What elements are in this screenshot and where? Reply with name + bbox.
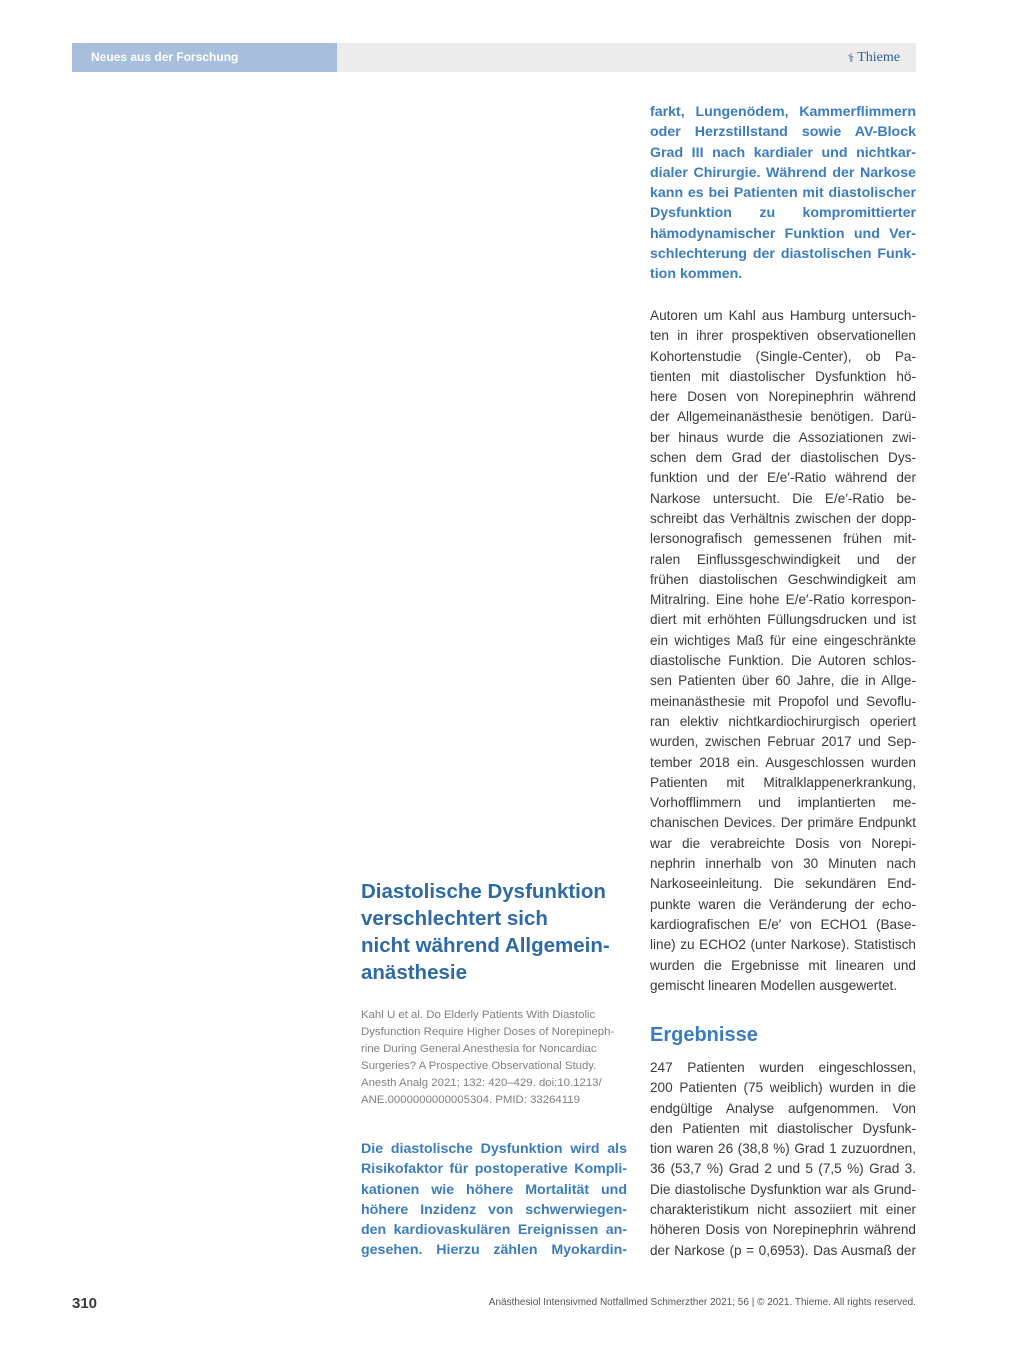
results-heading: Ergebnisse	[650, 1024, 758, 1046]
lead-line: tion kommen.	[650, 266, 743, 283]
lead-line: kationen wie höhere Mortalität und	[361, 1181, 627, 1198]
lead-line: höhere Inzidenz von schwerwiegen-	[361, 1201, 627, 1218]
body-line: funktion und der E/e′-Ratio während der	[650, 470, 916, 486]
lead-paragraph-continued	[650, 102, 916, 285]
body-line: gemischt linearen Modellen ausgewertet.	[650, 977, 898, 993]
lead-line: hämodynamischer Funktion und Ver-	[650, 225, 916, 242]
body-line: kardiografischen E/e′ von ECHO1 (Base-	[650, 916, 916, 932]
lead-line: farkt, Lungenödem, Kammerflimmern	[650, 104, 916, 120]
lead-line: Risikofaktor für postoperative Kompli-	[361, 1161, 627, 1178]
body-line: schen dem Grad der diastolischen Dys-	[650, 450, 916, 466]
lead-line: Grad III nach kardialer und nichtkar-	[650, 144, 916, 161]
thieme-logo-icon: ⚕	[847, 50, 855, 65]
lead-line: dialer Chirurgie. Während der Narkose	[650, 164, 916, 181]
body-line: Narkose untersucht. Die E/e′-Ratio be-	[650, 490, 916, 506]
body-line: nephrin innerhalb von 30 Minuten nach	[650, 856, 916, 872]
title-line: verschlechtert sich	[361, 907, 548, 930]
body-line: charakteristikum nicht assoziiert mit einer	[650, 1202, 916, 1218]
body-line: wurden die Ergebnisse mit linearen und	[650, 957, 916, 973]
lead-line: den kardiovaskulären Ereignissen an-	[361, 1222, 627, 1239]
body-line: Die diastolische Dysfunktion war als Grund-	[650, 1181, 916, 1197]
citation-line: rine During General Anesthesia for Noncardiac	[361, 1043, 597, 1055]
methods-paragraph	[650, 306, 916, 996]
body-line: höheren Dosis von Norepinephrin während	[650, 1222, 916, 1238]
results-paragraph	[650, 1058, 916, 1261]
title-line: anästhesie	[361, 961, 467, 984]
body-line: diastolische Funktion. Die Autoren schlos-	[650, 653, 916, 669]
body-line: frühen diastolischen Geschwindigkeit am	[650, 571, 916, 587]
citation-line: Anesth Analg 2021; 132: 420–429. doi:10.1213/	[361, 1077, 602, 1089]
lead-paragraph-start	[361, 1139, 627, 1261]
body-line: war die verabreichte Dosis von Norepi-	[650, 835, 916, 851]
body-line: diert mit erhöhten Füllungsdrucken und ist	[650, 612, 916, 628]
body-line: Vorhofflimmern und implantierten me-	[650, 795, 916, 811]
body-line: ten in ihrer prospektiven observationellen	[650, 328, 916, 344]
body-line: Narkoseeinleitung. Die sekundären End-	[650, 876, 916, 892]
body-line: 36 (53,7 %) Grad 2 und 5 (7,5 %) Grad 3.	[650, 1161, 916, 1177]
body-line: Autoren um Kahl aus Hamburg untersuch-	[650, 308, 916, 323]
citation-line: Dysfunction Require Higher Doses of Norepineph-	[361, 1026, 615, 1038]
body-line: meinanästhesie mit Propofol und Sevoflu-	[650, 693, 916, 709]
body-line: ralen Einflussgeschwindigkeit und der	[650, 551, 916, 567]
body-line: tienten mit diastolischer Dysfunktion hö-	[650, 368, 916, 384]
article-title	[361, 878, 627, 986]
body-line: den Patienten mit diastolischer Dysfunk-	[650, 1120, 916, 1136]
citation-line: ANE.0000000000005304. PMID: 33264119	[361, 1094, 580, 1106]
body-line: Kohortenstudie (Single-Center), ob Pa-	[650, 348, 916, 364]
body-line: 200 Patienten (75 weiblich) wurden in die	[650, 1080, 916, 1096]
body-line: schreibt das Verhältnis zwischen der dopp-	[650, 510, 916, 526]
lead-line: oder Herzstillstand sowie AV-Block	[650, 124, 916, 141]
body-line: Patienten mit Mitralklappenerkrankung,	[650, 774, 916, 790]
body-line: der Narkose (p = 0,6953). Das Ausmaß der	[650, 1242, 916, 1258]
header-bar	[72, 43, 916, 72]
lead-line: kann es bei Patienten mit diastolischer	[650, 185, 916, 202]
body-line: chanischen Devices. Der primäre Endpunkt	[650, 815, 916, 831]
lead-line: Dysfunktion zu kompromittierter	[650, 205, 916, 222]
lead-line: schlechterung der diastolischen Funk-	[650, 246, 916, 263]
section-label: Neues aus der Forschung	[91, 50, 239, 64]
body-line: Mitralring. Eine hohe E/e′-Ratio korrespon-	[650, 592, 916, 608]
body-line: lersonografisch gemessenen frühen mit-	[650, 531, 916, 547]
journal-footer: Anästhesiol Intensivmed Notfallmed Schmerzther 2021; 56 | © 2021. Thieme. All rights reserved.	[488, 1297, 916, 1308]
page-number: 310	[72, 1295, 98, 1312]
body-line: here Dosen von Norepinephrin während	[650, 389, 916, 405]
title-line: Diastolische Dysfunktion	[361, 880, 606, 903]
body-line: endgültige Analyse aufgenommen. Von	[650, 1100, 916, 1116]
body-line: sen Patienten über 60 Jahre, die in Allge-	[650, 673, 916, 689]
body-line: tember 2018 ein. Ausgeschlossen wurden	[650, 754, 916, 770]
body-line: punkte waren die Veränderung der echo-	[650, 896, 916, 912]
body-line: 247 Patienten wurden eingeschlossen,	[650, 1060, 916, 1075]
section-tab	[72, 43, 337, 72]
brand-name: Thieme	[857, 50, 900, 65]
lead-line: Die diastolische Dysfunktion wird als	[361, 1141, 627, 1157]
title-line: nicht während Allgemein-	[361, 934, 610, 957]
citation	[361, 1007, 627, 1109]
body-line: wurden, zwischen Februar 2017 und Sep-	[650, 734, 916, 750]
body-line: ran elektiv nichtkardiochirurgisch operiert	[650, 713, 916, 729]
body-line: tion waren 26 (38,8 %) Grad 1 zuzuordnen,	[650, 1141, 916, 1157]
citation-line: Surgeries? A Prospective Observational Study.	[361, 1060, 597, 1072]
body-line: ein wichtiges Maß für eine eingeschränkte	[650, 632, 916, 648]
citation-line: Kahl U et al. Do Elderly Patients With Diastolic	[361, 1009, 596, 1021]
brand-logo	[848, 50, 900, 66]
body-line: der Allgemeinanästhesie benötigen. Darü-	[650, 409, 916, 425]
body-line: line) zu ECHO2 (unter Narkose). Statistisch	[650, 937, 916, 953]
lead-line: gesehen. Hierzu zählen Myokardin-	[361, 1242, 627, 1259]
body-line: ber hinaus wurde die Assoziationen zwi-	[650, 429, 916, 445]
